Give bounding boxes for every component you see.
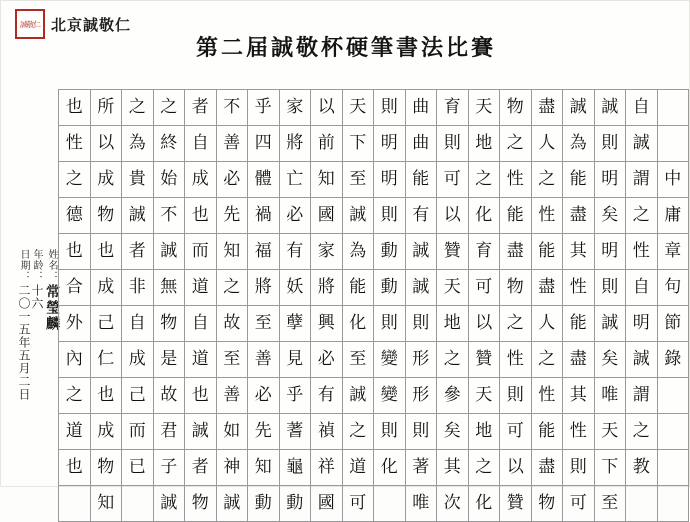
grid-cell: 地 [468,414,500,450]
age-label: 年龄： [31,249,42,282]
grid-cell: 庸 [657,198,689,234]
grid-cell: 也 [59,450,91,486]
grid-cell [657,486,689,522]
grid-cell: 自 [122,306,154,342]
grid-cell: 可 [468,270,500,306]
grid-cell: 禍 [248,198,280,234]
page-title: 第二届誠敬杯硬筆書法比賽 [195,35,496,61]
grid-cell: 節 [657,306,689,342]
grid-cell: 將 [311,270,343,306]
grid-cell: 至 [248,306,280,342]
grid-cell: 有 [279,234,311,270]
grid-cell: 至 [216,342,248,378]
grid-cell: 之 [153,90,185,126]
grid-cell: 之 [437,342,469,378]
grid-cell: 則 [594,126,626,162]
grid-cell: 之 [468,162,500,198]
grid-cell: 明 [626,306,658,342]
grid-cell: 唯 [405,486,437,522]
grid-cell: 明 [374,126,406,162]
grid-cell: 誠 [185,414,217,450]
grid-cell: 有 [405,198,437,234]
grid-cell: 知 [248,450,280,486]
grid-cell: 如 [216,414,248,450]
grid-cell: 龜 [279,450,311,486]
grid-cell: 將 [279,126,311,162]
grid-cell: 孽 [279,306,311,342]
grid-cell: 則 [594,270,626,306]
grid-cell: 天 [437,270,469,306]
grid-cell: 謂 [626,378,658,414]
grid-cell: 國 [311,198,343,234]
grid-cell: 章 [657,234,689,270]
grid-cell: 可 [342,486,374,522]
grid-cell: 道 [185,270,217,306]
grid-cell: 家 [279,90,311,126]
grid-cell: 誠 [594,306,626,342]
grid-cell: 則 [500,378,532,414]
grid-cell: 形 [405,342,437,378]
grid-cell: 也 [185,198,217,234]
grid-row [59,306,689,342]
grid-cell: 之 [500,306,532,342]
grid-cell: 性 [531,198,563,234]
grid-cell: 自 [185,306,217,342]
grid-cell: 錄 [657,342,689,378]
grid-cell: 其 [563,234,595,270]
grid-cell: 則 [437,126,469,162]
grid-row [59,198,689,234]
grid-cell: 是 [153,342,185,378]
grid-cell: 之 [59,378,91,414]
grid-cell: 必 [216,162,248,198]
grid-cell: 福 [248,234,280,270]
grid-cell: 曲 [405,126,437,162]
name-field [44,249,60,459]
grid-cell: 有 [311,378,343,414]
name-label: 姓名： [46,249,57,282]
grid-cell: 成 [185,162,217,198]
calligraphy-grid-wrapper [58,89,689,522]
grid-cell: 明 [374,162,406,198]
grid-cell: 自 [626,90,658,126]
grid-cell: 內 [59,342,91,378]
grid-cell: 著 [405,450,437,486]
age-field [31,249,42,459]
grid-cell: 國 [311,486,343,522]
grid-cell: 見 [279,342,311,378]
grid-cell: 知 [90,486,122,522]
grid-cell: 之 [216,270,248,306]
grid-cell: 四 [248,126,280,162]
grid-cell: 誠 [405,270,437,306]
grid-cell: 合 [59,270,91,306]
grid-cell: 前 [311,126,343,162]
grid-cell: 性 [500,162,532,198]
grid-cell: 也 [59,234,91,270]
grid-cell: 誠 [342,378,374,414]
grid-cell [657,90,689,126]
grid-cell: 先 [216,198,248,234]
grid-cell: 盡 [563,198,595,234]
grid-cell: 物 [500,270,532,306]
grid-cell: 成 [90,162,122,198]
grid-cell: 而 [122,414,154,450]
grid-cell: 可 [437,162,469,198]
grid-cell: 能 [563,306,595,342]
grid-cell: 性 [500,342,532,378]
grid-row [59,378,689,414]
grid-row [59,342,689,378]
grid-cell: 故 [153,378,185,414]
grid-cell: 者 [185,450,217,486]
grid-cell: 乎 [279,378,311,414]
grid-row [59,234,689,270]
grid-cell: 下 [594,450,626,486]
grid-cell: 德 [59,198,91,234]
grid-body [59,90,689,522]
seal-text: 誠敬仁 [20,19,40,29]
grid-cell: 盡 [531,270,563,306]
grid-cell: 能 [500,198,532,234]
grid-cell: 誠 [563,90,595,126]
grid-cell: 動 [248,486,280,522]
name-value: 常瑩麟 [44,284,60,332]
grid-cell: 必 [311,342,343,378]
grid-cell: 禎 [311,414,343,450]
grid-cell: 成 [90,270,122,306]
age-value: 十六 [30,284,44,310]
grid-cell: 化 [468,198,500,234]
grid-cell: 至 [594,486,626,522]
grid-cell: 能 [342,270,374,306]
grid-cell [626,486,658,522]
grid-cell: 則 [405,414,437,450]
grid-cell: 君 [153,414,185,450]
grid-cell: 則 [374,414,406,450]
grid-cell: 道 [185,342,217,378]
grid-cell: 將 [248,270,280,306]
grid-cell: 道 [59,414,91,450]
grid-cell: 之 [468,450,500,486]
grid-cell: 物 [90,198,122,234]
grid-cell: 動 [374,234,406,270]
grid-cell: 物 [153,306,185,342]
grid-cell: 至 [342,342,374,378]
grid-cell: 物 [90,450,122,486]
grid-cell: 知 [311,162,343,198]
grid-cell: 性 [531,378,563,414]
grid-cell: 參 [437,378,469,414]
grid-cell: 也 [90,378,122,414]
page-header [1,1,690,75]
grid-cell: 盡 [531,90,563,126]
grid-cell: 明 [594,162,626,198]
grid-cell: 仁 [90,342,122,378]
grid-cell: 誠 [626,126,658,162]
grid-cell: 而 [185,234,217,270]
grid-cell: 可 [563,486,595,522]
grid-cell: 善 [216,126,248,162]
grid-cell: 蓍 [279,414,311,450]
grid-cell: 以 [90,126,122,162]
grid-cell: 乎 [248,90,280,126]
grid-cell: 天 [468,90,500,126]
grid-cell: 知 [216,234,248,270]
grid-row [59,270,689,306]
grid-cell [657,450,689,486]
grid-cell: 己 [122,378,154,414]
grid-cell: 性 [563,270,595,306]
grid-cell: 性 [59,126,91,162]
grid-cell: 地 [468,126,500,162]
grid-cell: 教 [626,450,658,486]
grid-cell: 者 [122,234,154,270]
grid-cell: 性 [626,234,658,270]
grid-cell: 不 [216,90,248,126]
grid-cell: 盡 [531,450,563,486]
grid-cell [59,486,91,522]
grid-cell: 下 [342,126,374,162]
grid-cell: 終 [153,126,185,162]
grid-cell: 己 [90,306,122,342]
grid-cell: 誠 [342,198,374,234]
grid-cell: 能 [531,234,563,270]
grid-cell: 家 [311,234,343,270]
grid-cell: 育 [468,234,500,270]
grid-cell: 之 [122,90,154,126]
grid-cell: 為 [563,126,595,162]
grid-cell: 物 [185,486,217,522]
grid-cell: 善 [248,342,280,378]
calligraphy-grid [58,89,689,522]
grid-cell: 誠 [216,486,248,522]
grid-cell: 則 [374,306,406,342]
grid-cell: 子 [153,450,185,486]
grid-cell: 必 [279,198,311,234]
grid-cell: 善 [216,378,248,414]
grid-cell [657,414,689,450]
grid-cell: 以 [500,450,532,486]
grid-cell: 盡 [563,342,595,378]
grid-cell: 誠 [122,198,154,234]
grid-cell: 道 [342,450,374,486]
grid-cell: 句 [657,270,689,306]
grid-cell: 必 [248,378,280,414]
grid-cell: 祥 [311,450,343,486]
grid-cell: 為 [122,126,154,162]
grid-cell: 之 [531,162,563,198]
grid-cell: 化 [468,486,500,522]
grid-cell: 化 [342,306,374,342]
grid-cell [122,486,154,522]
grid-cell: 性 [563,414,595,450]
grid-cell: 唯 [594,378,626,414]
grid-cell: 成 [122,342,154,378]
grid-cell: 體 [248,162,280,198]
grid-cell: 則 [374,90,406,126]
grid-cell: 人 [531,306,563,342]
grid-cell: 變 [374,342,406,378]
grid-cell: 則 [405,306,437,342]
grid-cell: 之 [531,342,563,378]
grid-cell: 贊 [468,342,500,378]
grid-cell: 可 [500,414,532,450]
grid-cell: 動 [374,270,406,306]
grid-cell: 至 [342,162,374,198]
grid-cell: 能 [531,414,563,450]
grid-cell: 貴 [122,162,154,198]
grid-cell: 物 [531,486,563,522]
grid-cell: 矣 [437,414,469,450]
grid-cell: 誠 [153,486,185,522]
grid-cell: 非 [122,270,154,306]
grid-cell: 誠 [405,234,437,270]
grid-cell: 者 [185,90,217,126]
grid-row [59,126,689,162]
grid-cell: 次 [437,486,469,522]
grid-cell: 所 [90,90,122,126]
grid-cell: 曲 [405,90,437,126]
grid-cell [374,486,406,522]
grid-cell: 能 [563,162,595,198]
grid-cell: 之 [59,162,91,198]
date-field [18,249,29,459]
grid-cell: 也 [59,90,91,126]
grid-cell: 外 [59,306,91,342]
grid-cell: 能 [405,162,437,198]
grid-row [59,486,689,522]
grid-cell: 之 [500,126,532,162]
grid-cell: 中 [657,162,689,198]
grid-cell: 已 [122,450,154,486]
grid-cell: 謂 [626,162,658,198]
grid-cell: 神 [216,450,248,486]
grid-cell: 天 [342,90,374,126]
grid-cell: 其 [437,450,469,486]
grid-cell: 天 [594,414,626,450]
grid-cell: 之 [626,198,658,234]
grid-cell: 明 [594,234,626,270]
grid-cell: 盡 [500,234,532,270]
grid-cell: 之 [342,414,374,450]
grid-cell: 矣 [594,198,626,234]
grid-cell: 物 [500,90,532,126]
grid-cell: 誠 [594,90,626,126]
grid-cell: 也 [90,234,122,270]
grid-row [59,90,689,126]
grid-row [59,414,689,450]
signature-block [11,249,60,459]
grid-cell: 始 [153,162,185,198]
grid-cell: 則 [563,450,595,486]
grid-cell: 人 [531,126,563,162]
grid-cell [657,126,689,162]
grid-cell: 變 [374,378,406,414]
grid-cell: 天 [468,378,500,414]
grid-cell: 興 [311,306,343,342]
grid-cell: 動 [279,486,311,522]
grid-cell: 贊 [500,486,532,522]
grid-cell: 育 [437,90,469,126]
grid-cell: 以 [468,306,500,342]
grid-cell: 以 [311,90,343,126]
grid-cell: 妖 [279,270,311,306]
grid-cell: 自 [626,270,658,306]
grid-cell: 亡 [279,162,311,198]
date-label: 日期： [18,249,29,282]
grid-cell: 為 [342,234,374,270]
grid-cell: 誠 [626,342,658,378]
grid-cell: 矣 [594,342,626,378]
grid-cell: 形 [405,378,437,414]
grid-cell: 成 [90,414,122,450]
grid-cell: 之 [626,414,658,450]
grid-cell: 以 [437,198,469,234]
grid-cell: 地 [437,306,469,342]
grid-cell: 不 [153,198,185,234]
grid-cell: 自 [185,126,217,162]
grid-cell: 先 [248,414,280,450]
date-value: 二〇一五年五月二日 [17,284,31,401]
grid-cell: 贊 [437,234,469,270]
grid-cell [657,378,689,414]
grid-row [59,450,689,486]
grid-cell: 誠 [153,234,185,270]
grid-cell: 也 [185,378,217,414]
grid-cell: 無 [153,270,185,306]
grid-row [59,162,689,198]
grid-cell: 其 [563,378,595,414]
organization-name: 北京誠敬仁 [51,15,132,34]
grid-cell: 化 [374,450,406,486]
grid-cell: 則 [374,198,406,234]
grid-cell: 故 [216,306,248,342]
